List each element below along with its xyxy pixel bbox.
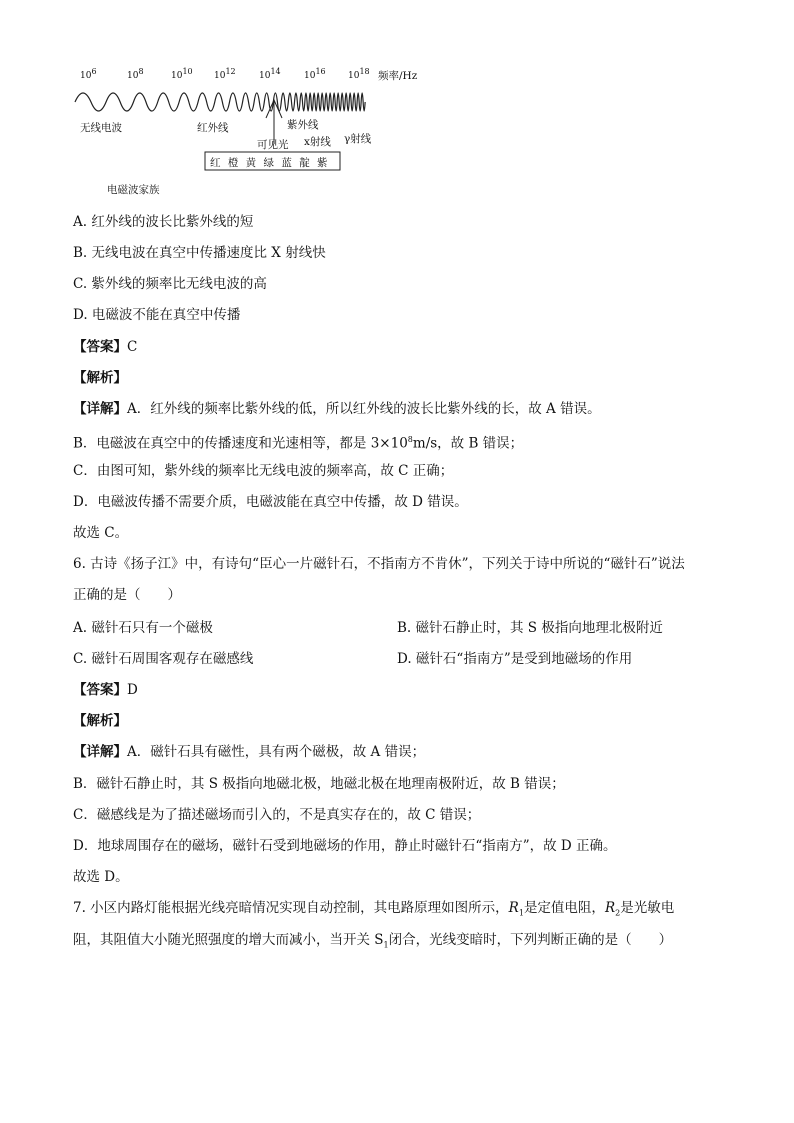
q5-option-c: C. 紫外线的频率比无线电波的高 — [73, 276, 267, 292]
q5-option-a: A. 红外线的波长比紫外线的短 — [73, 214, 254, 230]
q6-answer: 【答案】D — [73, 682, 138, 698]
freq-label-1e10: $10^{10}$ — [171, 67, 193, 81]
q6-stem-line1: 6. 古诗《扬子江》中，有诗句“臣心一片磁针石，不指南方不肯休”，下列关于诗中所说的“磁针石”说法 — [73, 556, 685, 572]
q5-detail-c: C．由图可知，紫外线的频率比无线电波的频率高，故 C 正确； — [73, 463, 454, 479]
q6-detail-a: 【详解】A．磁针石具有磁性，具有两个磁极，故 A 错误； — [73, 744, 426, 760]
q5-detail-a: 【详解】A．红外线的频率比紫外线的低，所以红外线的波长比紫外线的长，故 A 错误。 — [73, 401, 601, 417]
axis-unit: 频率/Hz — [378, 70, 418, 82]
q5-analysis-heading: 【解析】 — [73, 370, 127, 386]
q7-stem-line2: 阻，其阻值大小随光照强度的增大而减小，当开关 $S_1$闭合，光线变暗时，下列判断正确的是（ ） — [73, 932, 673, 950]
freq-label-1e12: $10^{12}$ — [214, 67, 236, 81]
wave-line — [75, 93, 365, 111]
q6-conclusion: 故选 D。 — [73, 869, 129, 885]
figure-caption: 电磁波家族 — [107, 184, 160, 196]
q6-detail-b: B．磁针石静止时，其 S 极指向地磁北极，地磁北极在地理南极附近，故 B 错误； — [73, 776, 565, 792]
q7-stem-line1: 7. 小区内路灯能根据光线亮暗情况实现自动控制，其电路原理如图所示，$R_1$是定值电阻，$R_2$是光敏电 — [73, 900, 675, 918]
q6-stem-line2: 正确的是（ ） — [73, 587, 181, 603]
q6-detail-c: C．磁感线是为了描述磁场而引入的，不是真实存在的，故 C 错误； — [73, 807, 481, 823]
freq-label-1e18: $10^{18}$ — [348, 67, 370, 81]
q6-analysis-heading: 【解析】 — [73, 713, 127, 729]
label-ultraviolet: 紫外线 — [287, 119, 319, 131]
label-visible: 可见光 — [257, 139, 289, 151]
q5-detail-d: D．电磁波传播不需要介质，电磁波能在真空中传播，故 D 错误。 — [73, 494, 468, 510]
q5-detail-b: B．电磁波在真空中的传播速度和光速相等，都是 $3\times 10^8m/s$，故 B 错误； — [73, 435, 524, 452]
freq-label-1e16: $10^{16}$ — [304, 67, 326, 81]
label-radio: 无线电波 — [80, 122, 122, 134]
q6-option-a: A. 磁针石只有一个磁极 — [73, 620, 213, 636]
q5-conclusion: 故选 C。 — [73, 525, 129, 541]
q6-option-d: D. 磁针石“指南方”是受到地磁场的作用 — [397, 651, 633, 667]
freq-label-1e14: $10^{14}$ — [259, 67, 281, 81]
label-gamma: γ射线 — [344, 133, 372, 145]
q6-option-c: C. 磁针石周围客观存在磁感线 — [73, 651, 254, 667]
freq-label-1e8: $10^8$ — [127, 67, 144, 81]
freq-label-1e6: $10^6$ — [80, 67, 97, 81]
q5-option-d: D. 电磁波不能在真空中传播 — [73, 307, 241, 323]
q6-detail-d: D．地球周围存在的磁场，磁针石受到地磁场的作用，静止时磁针石“指南方”，故 D 正确。 — [73, 838, 617, 854]
q6-option-b: B. 磁针石静止时，其 S 极指向地理北极附近 — [397, 620, 663, 636]
q5-answer: 【答案】C — [73, 339, 138, 355]
q5-option-b: B. 无线电波在真空中传播速度比 X 射线快 — [73, 245, 326, 261]
label-xray: x射线 — [304, 136, 331, 148]
label-infrared: 红外线 — [197, 122, 229, 134]
label-visible-colors: 红 橙 黄 绿 蓝 靛 紫 — [210, 157, 330, 169]
